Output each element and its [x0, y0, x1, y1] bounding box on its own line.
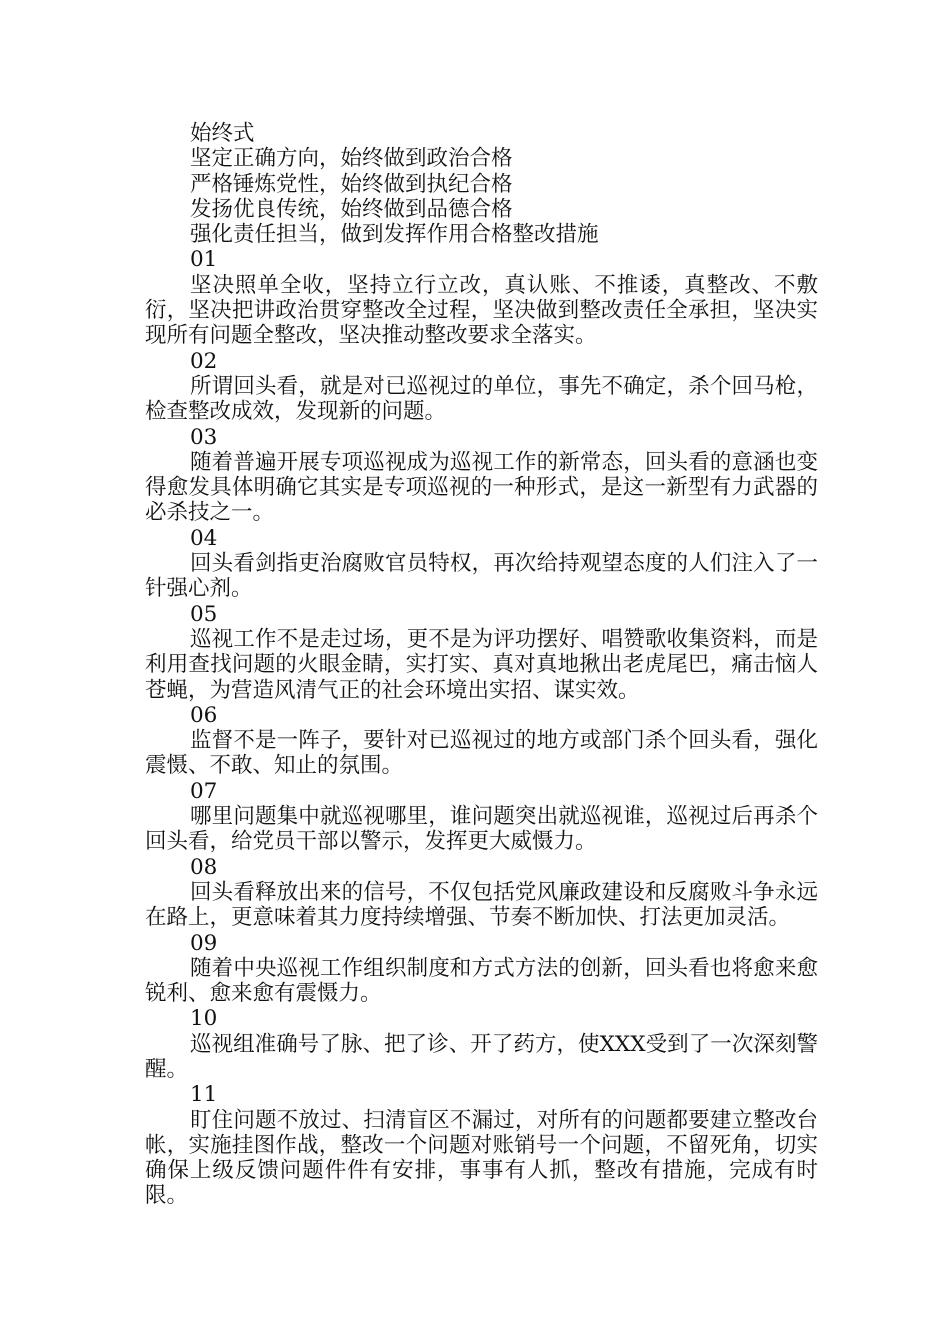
item-number: 09 — [190, 930, 218, 956]
heading-line: 发扬优良传统，始终做到品德合格 — [190, 196, 513, 222]
item-text: 盯住问题不放过、扫清盲区不漏过，对所有的问题都要建立整改台帐，实施挂图作战，整改一个问题对账销号一个问题，不留死角，切实确保上级反馈问题件件有安排，事事有人抓，整改有措施，完成有时限。 — [145, 1107, 818, 1209]
item-number: 02 — [190, 348, 218, 374]
item-number: 08 — [190, 854, 218, 880]
item-number: 07 — [190, 778, 218, 804]
item-text: 随着普遍开展专项巡视成为巡视工作的新常态，回头看的意涵也变得愈发具体明确它其实是专项巡视的一种形式，是这一新型有力武器的必杀技之一。 — [145, 449, 818, 526]
item-number: 06 — [190, 702, 218, 728]
item-number: 10 — [190, 1006, 218, 1032]
item-text: 随着中央巡视工作组织制度和方式方法的创新，回头看也将愈来愈锐利、愈来愈有震慑力。 — [145, 955, 818, 1007]
heading-line: 始终式 — [190, 121, 255, 146]
item-list — [145, 247, 818, 1208]
item-text: 巡视组准确号了脉、把了诊、开了药方，使XXX受到了一次深刻警醒。 — [145, 1031, 818, 1082]
heading-line: 严格锤炼党性，始终做到执纪合格 — [190, 171, 513, 197]
item-text: 巡视工作不是走过场，更不是为评功摆好、唱赞歌收集资料，而是利用查找问题的火眼金睛，实打实、真对真地揪出老虎尾巴，痛击恼人苍蝇，为营造风清气正的社会环境出实招、谋实效。 — [145, 626, 818, 703]
item-text: 监督不是一阵子，要针对已巡视过的地方或部门杀个回头看，强化震慑、不敢、知止的氛围。 — [145, 728, 818, 779]
item-text: 回头看剑指吏治腐败官员特权，再次给持观望态度的人们注入了一针强心剂。 — [145, 551, 818, 602]
item-number: 04 — [190, 525, 218, 551]
heading-block — [145, 121, 818, 247]
item-text: 哪里问题集中就巡视哪里，谁问题突出就巡视谁，巡视过后再杀个回头看，给党员干部以警示，发挥更大威慑力。 — [145, 804, 818, 855]
item-text: 所谓回头看，就是对已巡视过的单位，事先不确定，杀个回马枪，检查整改成效，发现新的问题。 — [145, 373, 818, 425]
item-number: 05 — [190, 601, 218, 627]
item-text: 坚决照单全收，坚持立行立改，真认账、不推诿，真整改、不敷衍，坚决把讲政治贯穿整改全过程，坚决做到整改责任全承担，坚决实现所有问题全整改，坚决推动整改要求全落实。 — [145, 272, 818, 349]
item-number: 01 — [190, 247, 218, 273]
item-text: 回头看释放出来的信号，不仅包括党风廉政建设和反腐败斗争永远在路上，更意味着其力度持续增强、节奏不断加快、打法更加灵活。 — [145, 879, 818, 931]
item-number: 03 — [190, 424, 218, 450]
heading-line: 坚定正确方向，始终做到政治合格 — [190, 146, 513, 172]
item-number: 11 — [190, 1082, 218, 1108]
heading-line: 强化责任担当，做到发挥作用合格整改措施 — [190, 222, 599, 248]
